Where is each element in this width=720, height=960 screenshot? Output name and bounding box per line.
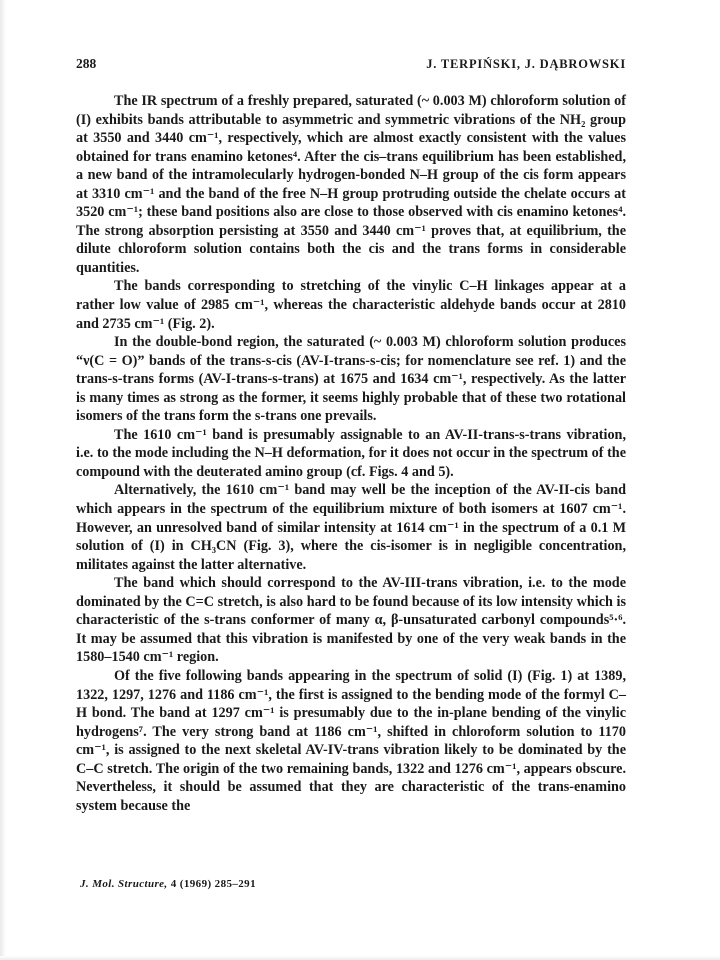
running-authors: J. TERPIŃSKI, J. DĄBROWSKI <box>426 57 626 71</box>
page-edge-shadow <box>0 0 6 960</box>
journal-name: J. Mol. Structure, <box>80 878 168 890</box>
running-header <box>76 56 626 72</box>
paragraph: In the double-bond region, the saturated (~ 0.003 M) chloroform solution produces “ν(C = O)” bands of the trans-s-cis (AV-I-trans-s-cis; for nomenclature see ref. 1) and the trans-s-trans forms (AV-I-trans-s-trans) at 1675 and 1634 cm⁻¹, respectively. As the latter is many times as strong as the former, it seems highly probable that of these two rotational isomers of the trans form the s-trans one prevails. <box>76 334 626 425</box>
paragraph: Alternatively, the 1610 cm⁻¹ band may well be the inception of the AV-II-cis band which appears in the spectrum of the equilibrium mixture of both isomers at 1607 cm⁻¹. However, an unresolved band of similar intensity at 1614 cm⁻¹ in the spectrum of a 0.1 M solution of (I) in CH₃CN (Fig. 3), where the cis-isomer is in negligible concentration, militates against the latter alternative. <box>76 482 626 573</box>
journal-citation: 4 (1969) 285–291 <box>170 878 256 890</box>
page-bottom-shadow <box>0 956 720 960</box>
paragraph: The 1610 cm⁻¹ band is presumably assignable to an AV-II-trans-s-trans vibration, i.e. to the mode including the N–H deformation, for it does not occur in the spectrum of the compound with the deuterated amino group (cf. Figs. 4 and 5). <box>76 426 626 480</box>
paragraph: The band which should correspond to the AV-III-trans vibration, i.e. to the mode dominated by the C=C stretch, is also hard to be found because of its low intensity which is characteristic of the s-trans conformer of many α, β-unsaturated carbonyl compounds⁵·⁶. It may be assumed that this vibration is manifested by one of the very weak bands in the 1580–1540 cm⁻¹ region. <box>76 575 626 666</box>
paragraph: The bands corresponding to stretching of the vinylic C–H linkages appear at a rather low value of 2985 cm⁻¹, whereas the characteristic aldehyde bands occur at 2810 and 2735 cm⁻¹ (Fig. 2). <box>76 278 626 332</box>
body-text <box>76 92 626 815</box>
page-number: 288 <box>76 56 97 71</box>
paragraph: Of the five following bands appearing in the spectrum of solid (I) (Fig. 1) at 1389, 1322, 1297, 1276 and 1186 cm⁻¹, the first is assigned to the bending mode of the formyl C–H bond. The band at 1297 cm⁻¹ is presumably due to the in-plane bending of the vinylic hydrogens⁷. The very strong band at 1186 cm⁻¹, shifted in chloroform solution to 1170 cm⁻¹, is assigned to the next skeletal AV-IV-trans vibration likely to be dominated by the C–C stretch. The origin of the two remaining bands, 1322 and 1276 cm⁻¹, appears obscure. Nevertheless, it should be assumed that they are characteristic of the trans-enamino system because the <box>76 667 626 814</box>
journal-footer <box>80 878 256 890</box>
paragraph: The IR spectrum of a freshly prepared, saturated (~ 0.003 M) chloroform solution of (I) exhibits bands attributable to asymmetric and symmetric vibrations of the NH₂ group at 3550 and 3440 cm⁻¹, respectively, which are almost exactly consistent with the values obtained for trans enamino ketones⁴. After the cis–trans equilibrium has been established, a new band of the intramolecularly hydrogen-bonded N–H group of the cis form appears at 3310 cm⁻¹ and the band of the free N–H group protruding outside the chelate occurs at 3520 cm⁻¹; these band positions also are close to those observed with cis enamino ketones⁴. The strong absorption persisting at 3550 and 3440 cm⁻¹ proves that, at equilibrium, the dilute chloroform solution contains both the cis and the trans forms in considerable quantities. <box>76 93 626 276</box>
